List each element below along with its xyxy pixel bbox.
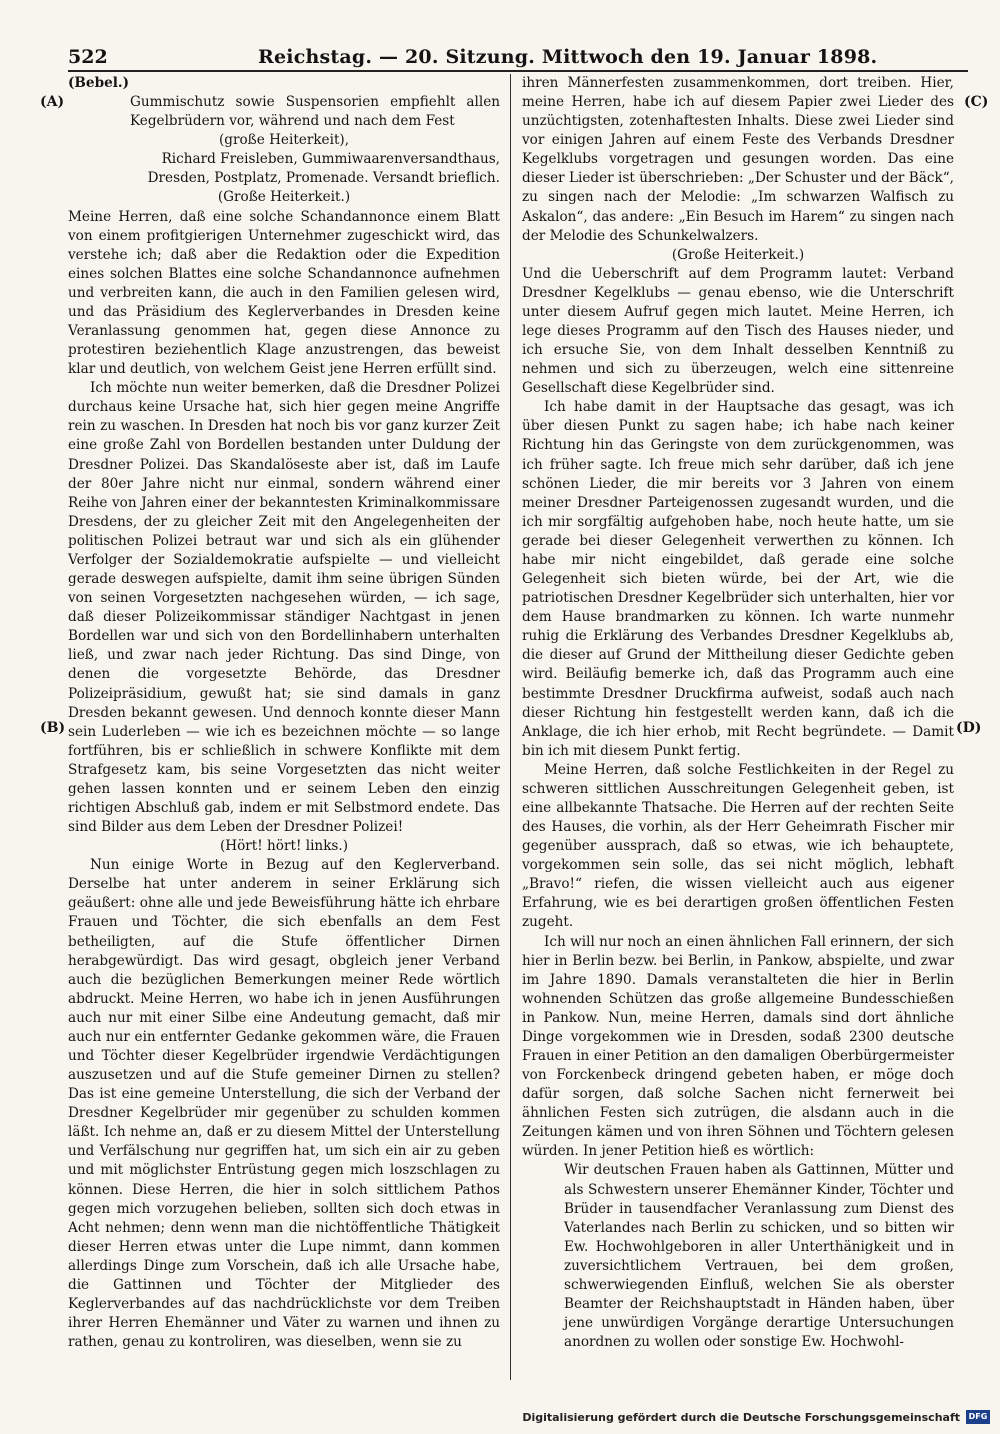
left-column bbox=[68, 74, 500, 1352]
column-divider bbox=[510, 74, 511, 1380]
quoted-petition: Wir deutschen Frauen haben als Gattinnen, Mütter und als Schwestern unserer Ehemänner Kinder, Töchter und Brüder in tausendfacher Veranlassung zum Dienst des Vaterlandes nach Berlin zu schicken, und so bitten wir Ew. Hochwohlgeboren in aller Unterthänigkeit und in zuversichtlichem Vertrauen, bei dem großen, schwerwiegenden Einfluß, welchen Sie als oberster Beamter der Reichshauptstadt in Händen haben, über jene unwürdigen Vorgänge derartige Untersuchungen anordnen zu wollen oder sonstige Ew. Hochwohl- bbox=[564, 1162, 954, 1351]
quoted-advert: Gummischutz sowie Suspensorien empfiehlt allen Kegelbrüdern vor, während und nach dem Fest bbox=[130, 94, 500, 130]
running-title: Reichstag. — 20. Sitzung. Mittwoch den 19. Januar 1898. bbox=[258, 46, 878, 68]
speaker-label: (Bebel.) bbox=[68, 75, 130, 91]
page-header bbox=[68, 44, 968, 72]
digitization-footer bbox=[522, 1410, 990, 1424]
page-number: 522 bbox=[68, 46, 108, 68]
margin-marker-b: (B) bbox=[40, 720, 66, 736]
paragraph: Meine Herren, daß solche Festlichkeiten in der Regel zu schweren sittlichen Ausschreitungen Gelegenheit geben, ist eine allbekannte Thatsache. Die Herren auf der rechten Seite des Hauses, die vorhin, als der Herr Geheimrath Fischer mir gegenüber aussprach, daß so etwas, wie ich behauptete, vorgekommen sein solle, das sei nicht möglich, lebhaft „Bravo!“ riefen, die wissen vielleicht auch aus eigener Erfahrung, wie es bei derartigen großen öffentlichen Festen zugeht. bbox=[522, 761, 954, 931]
right-column bbox=[522, 74, 954, 1352]
footer-credit: Digitalisierung gefördert durch die Deutsche Forschungsgemeinschaft bbox=[522, 1410, 960, 1424]
paragraph: Nun einige Worte in Bezug auf den Keglerverband. Derselbe hat unter anderem in seiner Erklärung sich geäußert: ohne alle und jede Beweisführung hätte ich ehrbare Frauen und Töchter, die sich ebenfalls an dem Fest betheiligten, auf die Stufe öffentlicher Dirnen herabgewürdigt. Das wird gesagt, obgleich jener Verband auch die bezüglichen Bemerkungen meiner Rede wörtlich abdruckt. Meine Herren, wo habe ich in jenen Ausführungen auch nur mit einer Silbe eine Andeutung gemacht, daß mir auch nur ein entfernter Gedanke gekommen wäre, die Frauen und Töchter dieser Kegelbrüder irgendwie Verdächtigungen auszusetzen und auf die Stufe gemeiner Dirnen zu stellen? Das ist eine gemeine Unterstellung, die sich der Verband der Dresdner Kegelbrüder mir gegenüber zu schulden kommen läßt. Ich nehme an, daß er zu diesem Mittel der Unterstellung und Verfälschung nur gegriffen hat, um sich ein air zu geben und mit möglichster Entrüstung gegen mich loszschlagen zu können. Diese Herren, die hier in solch sittlichem Pathos gegen mich vorzugehen belieben, sollten sich doch etwas in Acht nehmen; denn wenn man die nichtöffentliche Thätigkeit dieser Herren etwas unter die Lupe nimmt, dann kommen allerdings Dinge zum Vorschein, daß ich alle Ursache habe, die Gattinnen und Töchter der Mitglieder des Keglerverbandes auf das nachdrücklichste vor dem Treiben ihrer Herren Ehemänner und Väter zu warnen und ihnen zu rathen, genau zu kontroliren, was dieselben, wenn sie zu bbox=[68, 857, 500, 1351]
margin-marker-a: (A) bbox=[40, 94, 65, 110]
paragraph: Ich möchte nun weiter bemerken, daß die Dresdner Polizei durchaus keine Ursache hat, sich hier gegen meine Angriffe rein zu waschen. In Dresden hat noch bis vor ganz kurzer Zeit eine große Zahl von Bordellen bestanden unter Duldung der Dresdner Polizei. Das Skandalöseste aber ist, daß im Laufe der 80er Jahre nicht nur einmal, sondern während einer Reihe von Jahren einer der bekanntesten Kriminalkommissare Dresdens, der zu gleicher Zeit mit den Angelegenheiten der politischen Polizei betraut war und sich als ein glühender Verfolger der Sozialdemokratie aufspielte — und vielleicht gerade deswegen aufspielte, damit ihm seine übrigen Sünden von seinen Vorgesetzten nachgesehen würden, — ich sage, daß dieser Polizeikommissar ständiger Nachtgast in jenen Bordellen war und sich von den Bordellinhabern unterhalten ließ, und zwar nach jeder Richtung. Das sind Dinge, von denen die vorgesetzte Behörde, das Dresdner Polizeipräsidium, gewußt hat; sie sind damals in ganz Dresden bekannt gewesen. Und dennoch konnte dieser Mann sein Luderleben — wie ich es bezeichnen möchte — so lange fortführen, bis er schließlich in schwere Konflikte mit dem Strafgesetz kam, bis seine Vorgesetzten das nicht weiter gehen lassen konnten und er seinem Leben den einzig richtigen Abschluß gab, indem er mit Selbstmord endete. Das sind Bilder aus dem Leben der Dresdner Polizei! bbox=[68, 380, 500, 836]
margin-marker-d: (D) bbox=[956, 720, 982, 736]
reaction-note: (Große Heiterkeit.) bbox=[217, 189, 351, 206]
header-rule bbox=[68, 70, 968, 72]
margin-marker-c: (C) bbox=[964, 94, 989, 110]
paragraph: ihren Männerfesten zusammenkommen, dort treiben. Hier, meine Herren, habe ich auf diesem Papier zwei Lieder des unzüchtigsten, zotenhaftesten Inhalts. Diese zwei Lieder sind vor einigen Jahren auf einem Feste des Verbands Dresdner Kegelklubs vorgetragen und gesungen worden. Das eine dieser Lieder ist überschrieben: „Der Schuster und der Bäck“, zu singen nach der Melodie: „Im schwarzen Walfisch zu Askalon“, das andere: „Ein Besuch im Harem“ zu singen nach der Melodie des Schunkelwalzers. bbox=[522, 75, 954, 244]
reaction-note: (Große Heiterkeit.) bbox=[671, 246, 805, 263]
reaction-note: (große Heiterkeit), bbox=[218, 132, 350, 149]
paragraph: Ich will nur noch an einen ähnlichen Fall erinnern, der sich hier in Berlin bezw. bei Berlin, in Pankow, abspielte, und zwar im Jahre 1890. Damals veranstalteten die hier in Berlin wohnenden Schützen das große allgemeine Bundesschießen in Pankow. Nun, meine Herren, damals sind dort ähnliche Dinge vorgekommen wie in Dresden, sodaß 2300 deutsche Frauen in einer Petition an den damaligen Oberbürgermeister von Forckenbeck dringend gebeten haben, er möge doch dafür sorgen, daß solche Sachen nicht fernerweit bei ähnlichen Festen sich zutrügen, die alsdann auch in die Zeitungen kämen und von ihren Söhnen und Töchtern gelesen würden. In jener Petition hieß es wörtlich: bbox=[522, 933, 954, 1160]
paragraph: Und die Ueberschrift auf dem Programm lautet: Verband Dresdner Kegelklubs — genau ebenso, wie die Unterschrift unter diesem Aufruf gegen mich lautet. Meine Herren, ich lege dieses Programm auf den Tisch des Hauses nieder, und ich ersuche Sie, von dem Inhalt desselben Kenntniß zu nehmen und sich zu überzeugen, welch eine sittenreine Gesellschaft diese Kegelbrüder sind. bbox=[522, 265, 954, 397]
quoted-advert-signature: Richard Freisleben, Gummiwaarenversandthaus, Dresden, Postplatz, Promenade. Versandt brieflich. bbox=[147, 151, 500, 187]
paragraph: Meine Herren, daß eine solche Schandannonce einem Blatt von einem profitgierigen Unternehmer zugeschickt wird, das verstehe ich; daß aber die Redaktion oder die Expedition eines solchen Blattes eine solche Schandannonce aufnehmen und verbreiten kann, die auch in den Familien gelesen wird, und das Präsidium des Keglerverbandes in Dresden keine Veranlassung genommen hat, gegen diese Annonce zu protestiren beziehentlich Klage anzustrengen, das beweist klar und deutlich, von welchem Geist jene Herren erfüllt sind. bbox=[68, 208, 500, 378]
reaction-note: (Hört! hört! links.) bbox=[219, 838, 349, 855]
paragraph: Ich habe damit in der Hauptsache das gesagt, was ich über diesen Punkt zu sagen habe; ich habe nach keiner Richtung hin das Geringste von dem zurückgenommen, was ich früher sagte. Ich freue mich sehr darüber, daß ich jene schönen Lieder, die mir bereits vor 3 Jahren von einem meiner Dresdner Parteigenossen zugesandt wurden, und die ich mir sorgfältig aufgehoben habe, noch heute hatte, um sie gerade bei dieser Gelegenheit verwerthen zu können. Ich habe mir nicht eingebildet, daß gerade eine solche Gelegenheit sich bieten würde, bei der Art, wie die patriotischen Dresdner Kegelbrüder sich unterhalten, hier vor dem Hause brandmarken zu können. Ich warte nunmehr ruhig die Erklärung des Verbandes Dresdner Kegelklubs ab, die dieser auf Grund der Mittheilung dieser Gedichte geben wird. Beiläufig bemerke ich, daß das Programm auch eine bestimmte Dresdner Druckfirma aufweist, sodaß auch nach dieser Richtung hin festgestellt werden kann, daß ich die Anklage, die ich hier erhob, mit Recht begründete. — Damit bin ich mit diesem Punkt fertig. bbox=[522, 399, 954, 759]
dfg-logo: DFG bbox=[966, 1410, 990, 1424]
